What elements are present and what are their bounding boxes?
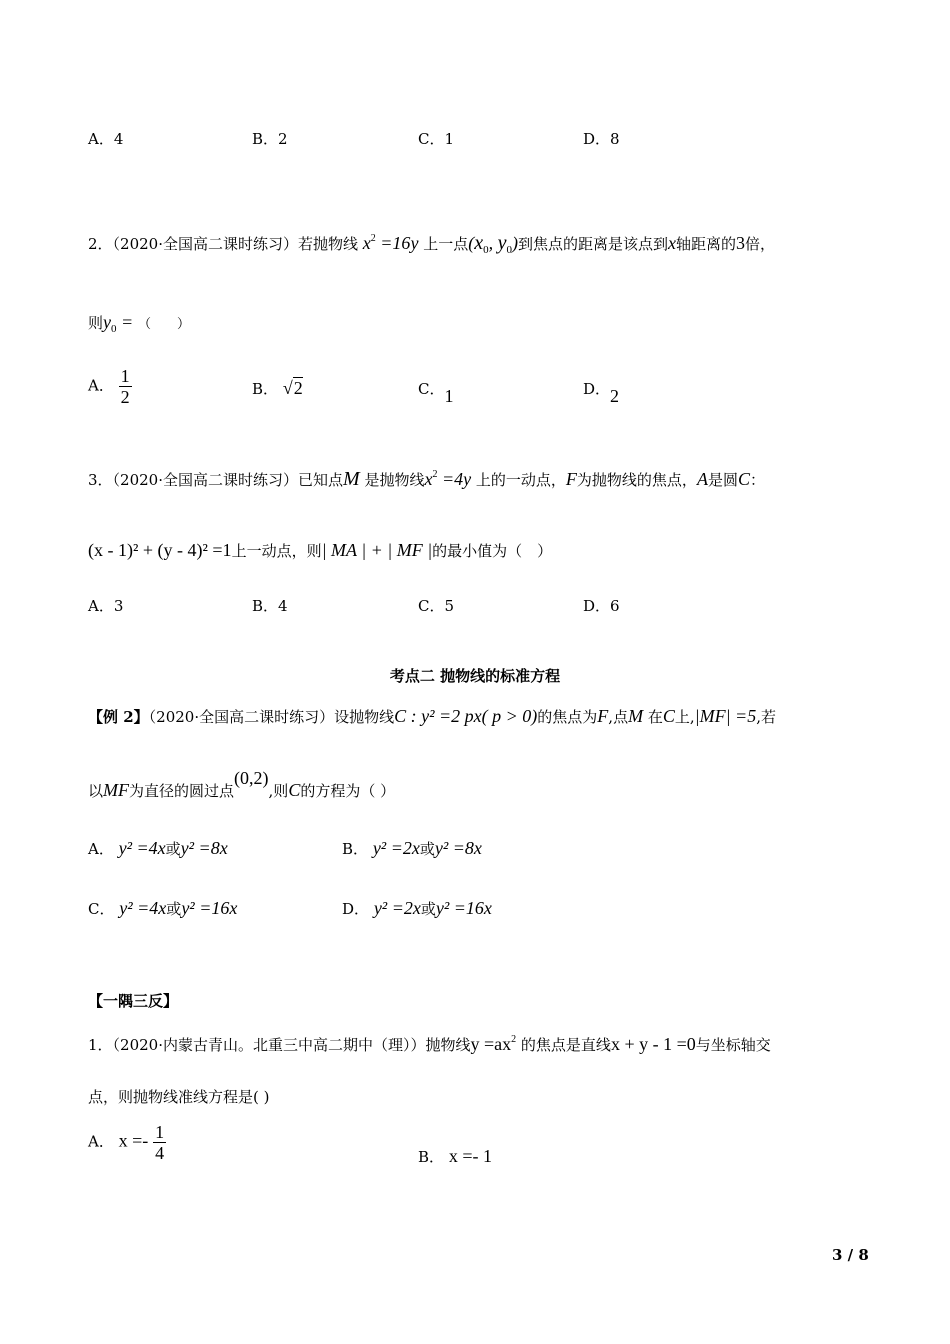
question-3-option-d: D．6 [583, 597, 620, 615]
practice-1-option-a: A． x =- $\frac{1}{4}$ [88, 1122, 165, 1163]
option-c: C．1 [418, 130, 455, 148]
option-d: D．8 [583, 130, 620, 148]
sqrt-icon: √2 [282, 378, 303, 398]
question-2-option-c: C．1 [418, 380, 454, 406]
practice-title: 【一隅三反】 [88, 992, 179, 1010]
option-a: A．4 [88, 130, 124, 148]
question-3-option-a: A．3 [88, 597, 124, 615]
question-3-option-c: C．5 [418, 597, 455, 615]
example-2-option-c: C． y² =4x或y² =16x [88, 898, 238, 918]
question-3-line-2: (x - 1)² + (y - 4)² =1上一动点，则| MA | + | MF |的最小值为（ ） [88, 540, 553, 560]
question-2-option-b: B． √2 [252, 378, 303, 398]
question-2-line-1: 2．（2020·全国高二课时练习）若抛物线 $x^2 =16y$ 上一点($x_0$, $y_0$)到焦点的距离是该点到x轴距离的3倍， [88, 232, 776, 256]
section-title: 考点二 抛物线的标准方程 [389, 667, 561, 685]
question-2-line-2: 则$y_0$ = （ ） [88, 312, 190, 335]
example-2-option-a: A． y² =4x或y² =8x [88, 838, 228, 858]
example-2-option-b: B． y² =2x或y² =8x [342, 838, 482, 858]
question-2-option-a: A． $\frac{1}{2}$ [88, 366, 130, 407]
example-2-line-2: 以MF为直径的圆过点(0,2),则C的方程为（ ） [88, 768, 396, 800]
example-2-option-d: D． y² =2x或y² =16x [342, 898, 492, 918]
practice-1-line-2: 点，则抛物线准线方程是( ) [88, 1088, 270, 1106]
option-b: B．2 [252, 130, 288, 148]
question-2-option-d: D．2 [583, 380, 620, 406]
question-3-option-b: B．4 [252, 597, 288, 615]
practice-1-line-1: 1．（2020·内蒙古青山。北重三中高二期中（理））抛物线$y =ax^2$ 的焦点是直线x + y - 1 =0与坐标轴交 [88, 1034, 771, 1054]
page-number: 3 / 8 [832, 1246, 869, 1264]
practice-1-option-b: B． x =- 1 [418, 1146, 492, 1166]
question-3-line-1: 3．（2020·全国高二课时练习）已知点M 是抛物线$x^2 =4y$ 上的一动点，F为抛物线的焦点，A是圆C： [88, 468, 765, 490]
example-2-line-1: 【例 2】（2020·全国高二课时练习）设抛物线C : y² =2 px( p > 0)的焦点为F,点M 在C上,|MF| =5,若 [88, 706, 776, 726]
